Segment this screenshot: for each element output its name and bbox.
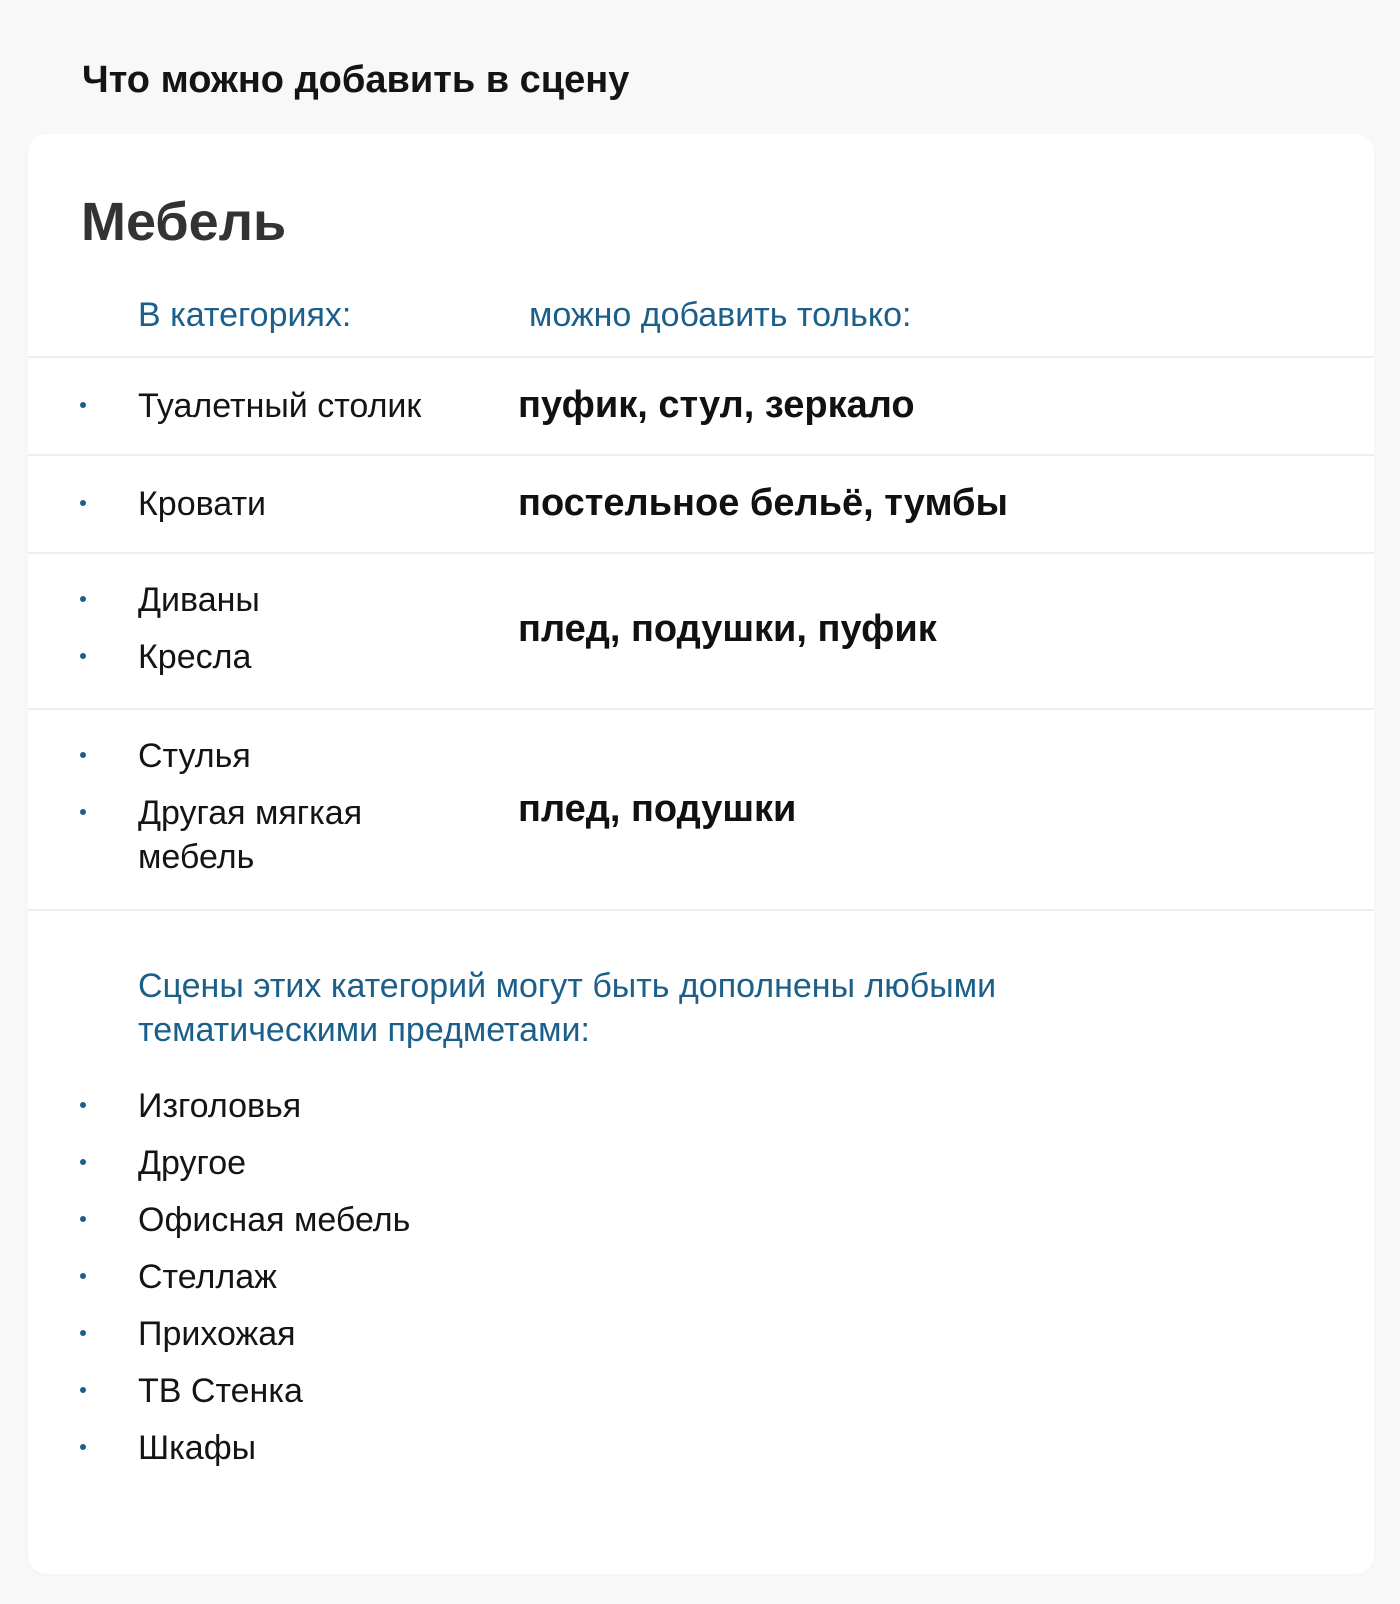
allowed-items: постельное бельё, тумбы bbox=[518, 482, 1008, 524]
column-header-allowed: можно добавить только: bbox=[529, 296, 912, 334]
bullet-icon bbox=[80, 1102, 86, 1108]
section-title: Мебель bbox=[81, 192, 287, 252]
list-item bbox=[28, 1369, 728, 1426]
bullet-icon bbox=[80, 1330, 86, 1336]
page-title: Что можно добавить в сцену bbox=[82, 59, 630, 101]
extra-category-label: Другое bbox=[138, 1144, 247, 1182]
list-item bbox=[28, 1084, 728, 1141]
bullet-icon bbox=[80, 1387, 86, 1393]
bullet-icon bbox=[80, 1159, 86, 1165]
bullet-icon bbox=[80, 1444, 86, 1450]
list-item bbox=[28, 1312, 728, 1369]
allowed-items: плед, подушки, пуфик bbox=[518, 608, 937, 650]
extra-category-label: Изголовья bbox=[138, 1087, 302, 1125]
bullet-icon bbox=[80, 752, 86, 758]
bullet-icon bbox=[80, 402, 86, 408]
additional-items-note: Сцены этих категорий могут быть дополнены любыми тематическими предметами: bbox=[138, 967, 997, 1049]
bullet-icon bbox=[80, 653, 86, 659]
category-label: Другая мягкая мебель bbox=[138, 794, 363, 876]
table-row bbox=[28, 358, 1374, 456]
extra-category-label: ТВ Стенка bbox=[138, 1372, 303, 1410]
list-item bbox=[28, 1426, 728, 1483]
bullet-icon bbox=[80, 596, 86, 602]
column-header-categories: В категориях: bbox=[138, 296, 352, 334]
allowed-items: плед, подушки bbox=[518, 788, 797, 830]
table-row bbox=[28, 710, 1374, 911]
rules-table bbox=[28, 356, 1374, 911]
extra-category-list bbox=[28, 1084, 728, 1483]
list-item bbox=[28, 1198, 728, 1255]
category-label: Стулья bbox=[138, 737, 251, 775]
extra-category-label: Прихожая bbox=[138, 1315, 296, 1353]
allowed-items: пуфик, стул, зеркало bbox=[518, 384, 915, 426]
table-row bbox=[28, 456, 1374, 554]
bullet-icon bbox=[80, 1216, 86, 1222]
extra-category-label: Шкафы bbox=[138, 1429, 257, 1467]
extra-category-label: Офисная мебель bbox=[138, 1201, 411, 1239]
bullet-icon bbox=[80, 500, 86, 506]
bullet-icon bbox=[80, 809, 86, 815]
category-label: Кресла bbox=[138, 638, 252, 676]
category-label: Диваны bbox=[138, 581, 260, 619]
category-label: Туалетный столик bbox=[138, 387, 422, 425]
furniture-card bbox=[28, 134, 1374, 1574]
table-row bbox=[28, 554, 1374, 710]
category-label: Кровати bbox=[138, 485, 267, 523]
extra-category-label: Стеллаж bbox=[138, 1258, 277, 1296]
list-item bbox=[28, 1255, 728, 1312]
list-item bbox=[28, 1141, 728, 1198]
bullet-icon bbox=[80, 1273, 86, 1279]
